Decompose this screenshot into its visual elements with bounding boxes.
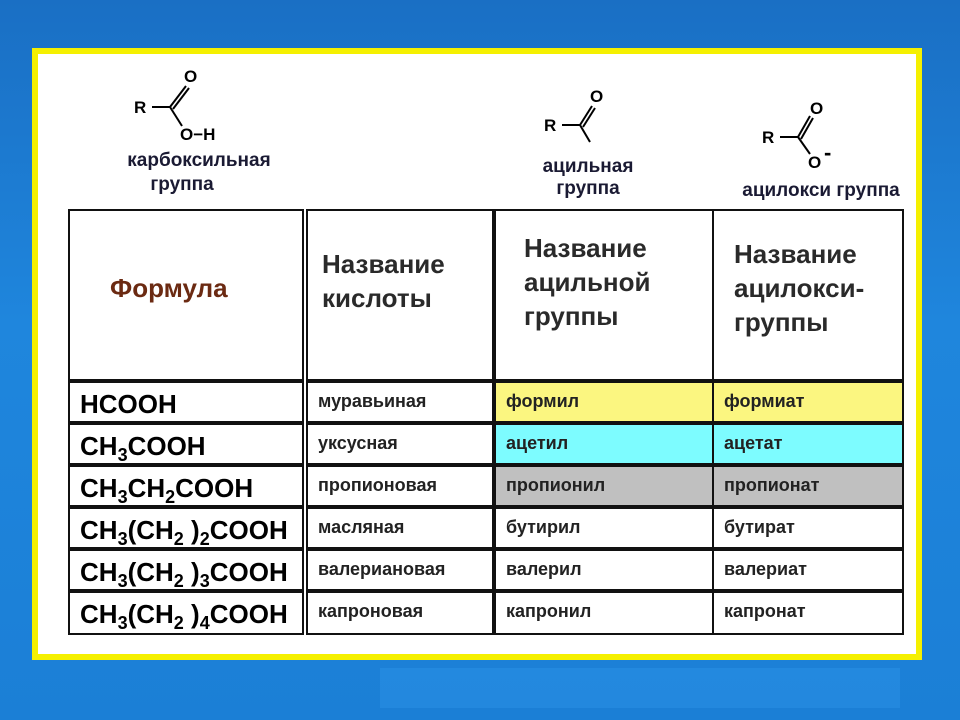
carboxyl-oh-atom: O−H (180, 125, 216, 144)
header-formula: Формула (68, 209, 304, 381)
acyl-o-top-atom: O (590, 87, 604, 106)
acyl-cell-propionic: пропионил (494, 465, 714, 507)
header-acyl-name: Название ацильной группы (494, 209, 714, 381)
acyl-cell-formic: формил (494, 381, 714, 423)
carboxyl-structure (118, 64, 318, 214)
acyl-bonds (528, 84, 628, 154)
formula-cell-propionic: $CH_3CH_2COOH$ (68, 465, 304, 507)
acyloxy-o-top-atom: O (810, 99, 824, 118)
acyl-cell-caproic: капронил (494, 591, 714, 635)
formula-cell-acetic: $CH_3COOH$ (68, 423, 304, 465)
acid-cell-acetic: уксусная (306, 423, 494, 465)
acid-cell-caproic: капроновая (306, 591, 494, 635)
acyl-cell-valeric: валерил (494, 549, 714, 591)
acid-cell-valeric: валериановая (306, 549, 494, 591)
formula-cell-caproic: $CH_3(CH_2$ )$_4COOH$ (68, 591, 304, 635)
carboxyl-r-atom: R (134, 98, 147, 117)
acyloxy-cell-propionic: пропионат (712, 465, 904, 507)
acyloxy-structure (728, 92, 928, 212)
acid-cell-butyric: масляная (306, 507, 494, 549)
acyloxy-minus-sign: - (824, 140, 832, 165)
acyloxy-r-atom: R (762, 128, 775, 147)
acyl-r-atom: R (544, 116, 557, 135)
acid-cell-formic: муравьиная (306, 381, 494, 423)
acyloxy-cell-caproic: капронат (712, 591, 904, 635)
formula-cell-formic: HCOOH (68, 381, 304, 423)
formula-cell-butyric: $CH_3(CH_2$ )$_2COOH$ (68, 507, 304, 549)
acyl-cell-butyric: бутирил (494, 507, 714, 549)
carboxyl-o-top-atom: O (184, 67, 198, 86)
acyloxy-cell-formic: формиат (712, 381, 904, 423)
acyloxy-caption: ацилокси группа (742, 180, 900, 201)
header-acid-name: Название кислоты (306, 209, 494, 381)
acyloxy-cell-acetic: ацетат (712, 423, 904, 465)
formula-cell-valeric: $CH_3(CH_2$ )$_3COOH$ (68, 549, 304, 591)
header-acyloxy-name: Название ацилокси- группы (712, 209, 904, 381)
background-stripe (380, 668, 900, 708)
acyloxy-cell-butyric: бутират (712, 507, 904, 549)
carboxyl-caption-line1: карбоксильная (127, 150, 271, 171)
acid-cell-propionic: пропионовая (306, 465, 494, 507)
acyl-caption-line2: группа (556, 178, 620, 199)
slide-frame (32, 48, 922, 660)
acyl-structure (528, 84, 668, 214)
acyloxy-cell-valeric: валериат (712, 549, 904, 591)
acyl-caption-line1: ацильная (542, 156, 634, 177)
acyl-cell-acetic: ацетил (494, 423, 714, 465)
carboxyl-caption-line2: группа (150, 174, 214, 195)
acyloxy-o-minus-atom: O (808, 153, 822, 172)
